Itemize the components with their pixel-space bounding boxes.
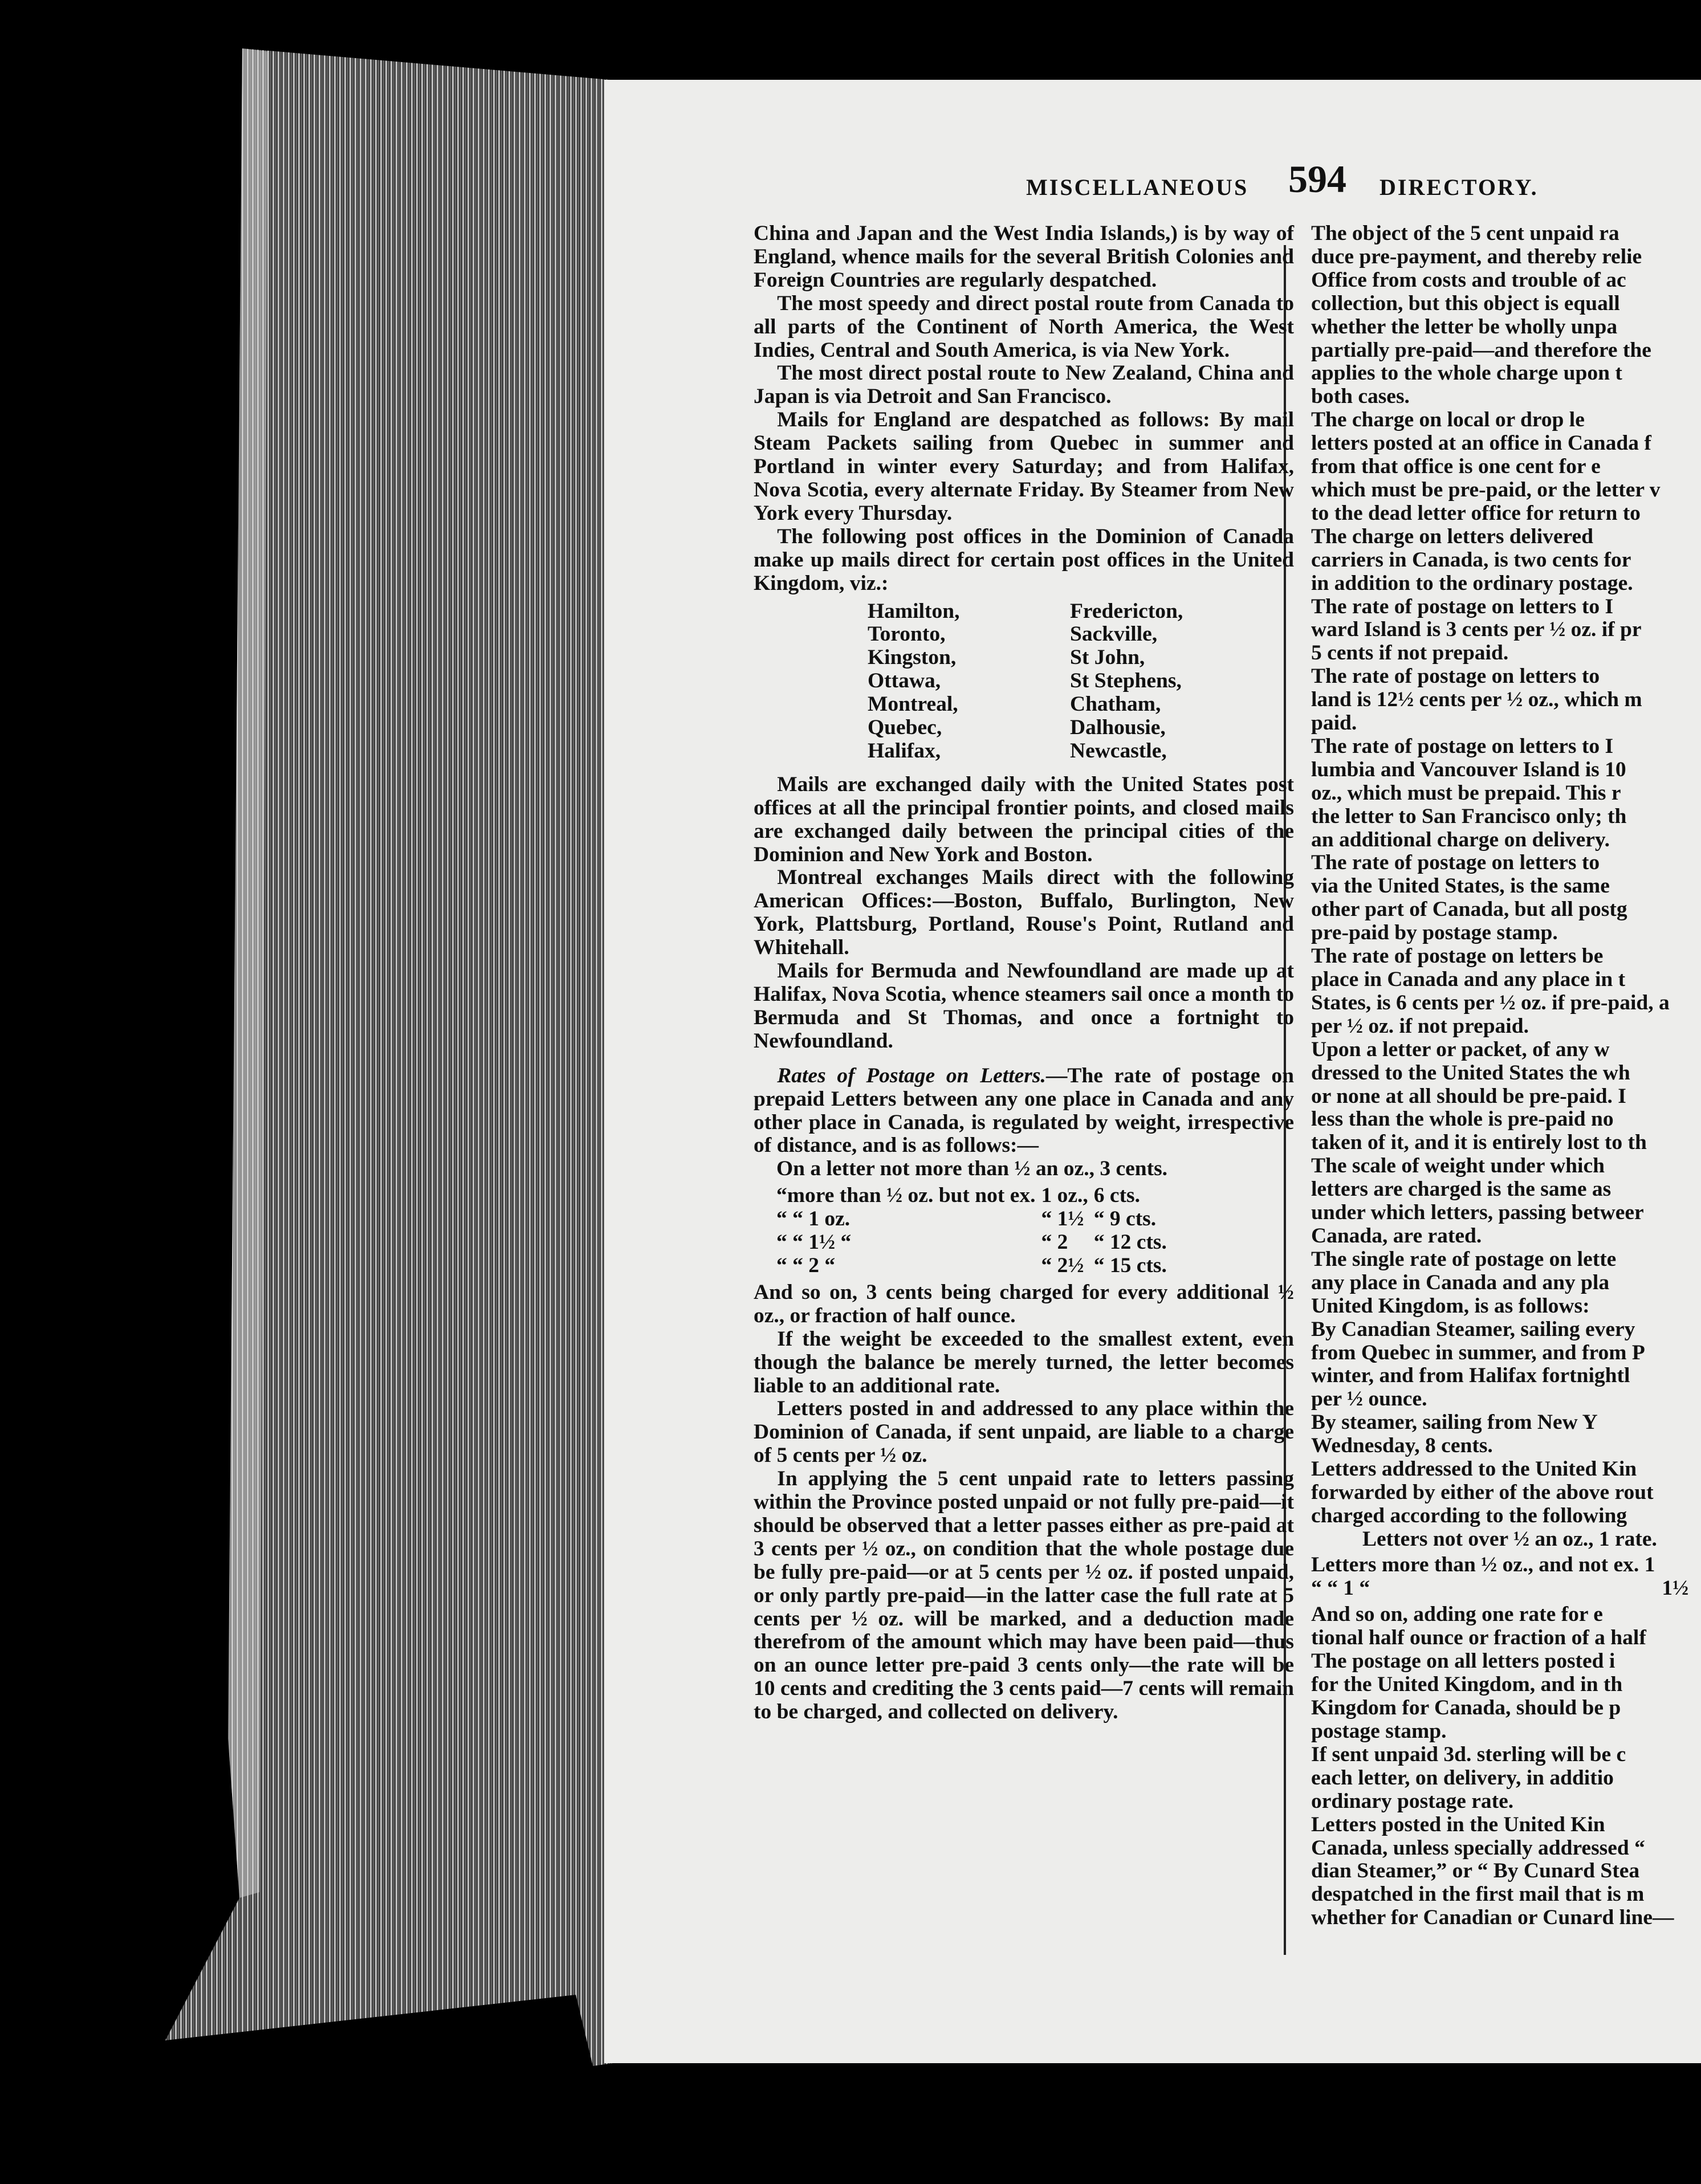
text-line: per ½ ounce. <box>1311 1387 1427 1411</box>
text-line: The rate of postage on letters to I <box>1311 594 1614 618</box>
text-line: the letter to San Francisco only; th <box>1311 804 1627 828</box>
rate-cell: 1 oz., <box>1041 1184 1088 1208</box>
text-line: forwarded by either of the above rout <box>1311 1480 1654 1504</box>
text-line: applies to the whole charge upon t <box>1311 361 1622 385</box>
office-name: Toronto, <box>868 622 946 646</box>
office-name: Hamilton, <box>868 599 960 623</box>
list-item <box>868 646 1183 670</box>
list-item <box>868 670 1183 693</box>
office-name: Montreal, <box>868 692 958 716</box>
text-line: letters posted at an office in Canada f <box>1311 431 1651 455</box>
paragraph: Letters posted in and addressed to any place within the Dominion of Canada, if sent unpaid, are liable to a charge of 5 cents per ½ oz. <box>754 1397 1294 1468</box>
text-line: Upon a letter or packet, of any w <box>1311 1037 1610 1061</box>
list-item <box>868 740 1183 763</box>
uk-rate-table <box>1311 1554 1695 1600</box>
rate-cell: “ 12 cts. <box>1093 1230 1167 1254</box>
table-row <box>1311 1577 1695 1600</box>
office-name: Kingston, <box>868 646 957 670</box>
text-line: The rate of postage on letters to I <box>1311 734 1614 758</box>
rate-cell: “ 2½ <box>1041 1253 1084 1277</box>
paragraph: If the weight be exceeded to the smallest extent, even though the balance be merely turned, the letter becomes liable to an additional rate. <box>754 1327 1294 1397</box>
text-line: charged according to the following <box>1311 1503 1627 1527</box>
list-item <box>868 623 1183 646</box>
text-line: both cases. <box>1311 385 1410 409</box>
text-line: The postage on all letters posted i <box>1311 1649 1615 1673</box>
office-name: Ottawa, <box>868 669 941 693</box>
text-line: By steamer, sailing from New Y <box>1311 1411 1598 1435</box>
paragraph: Mails for England are despatched as follows: By mail Steam Packets sailing from Quebec in summer and Portland in winter every Saturday; and from Halifax, Nova Scotia, every alternate Friday. By Steamer from New York every Thursday. <box>754 408 1294 525</box>
text-line: whether the letter be wholly unpa <box>1311 315 1618 339</box>
office-name: Fredericton, <box>1070 599 1183 623</box>
rate-cell: “ 1½ <box>1041 1207 1084 1231</box>
post-office-list <box>868 600 1183 763</box>
list-item <box>868 600 1183 624</box>
rate-cell: “more than ½ oz. but not ex. <box>776 1184 1036 1208</box>
text-line: carriers in Canada, is two cents for <box>1311 548 1631 572</box>
header-right-word: DIRECTORY. <box>1379 174 1539 200</box>
text-line: The scale of weight under which <box>1311 1154 1605 1178</box>
right-column <box>1311 222 1701 1930</box>
text-line: paid. <box>1311 711 1357 735</box>
office-name: Sackville, <box>1070 622 1158 646</box>
text-line: for the United Kingdom, and in th <box>1311 1673 1623 1697</box>
paragraph: Mails are exchanged daily with the United States post offices at all the principal frontier points, and closed mails are exchanged daily between the principal cities of the Dominion and New York and Boston. <box>754 772 1294 866</box>
text-line: any place in Canada and any pla <box>1311 1270 1610 1294</box>
text-line: ordinary postage rate. <box>1311 1789 1514 1813</box>
text-line: each letter, on delivery, in additio <box>1311 1766 1614 1790</box>
text-line: an additional charge on delivery. <box>1311 828 1610 851</box>
rate-cell: 1½ <box>1662 1576 1689 1600</box>
text-line: from that office is one cent for e <box>1311 455 1601 479</box>
right-column-text <box>1311 222 1701 1528</box>
text-line: The object of the 5 cent unpaid ra <box>1311 222 1619 245</box>
text-line: The rate of postage on letters to <box>1311 665 1600 688</box>
text-line: via the United States, is the same <box>1311 874 1610 898</box>
paragraph: In applying the 5 cent unpaid rate to letters passing within the Province posted unpaid or not fully pre-paid—it should be observed that a letter passes either as pre-paid at 3 cents per ½ oz., on condition that the whole postage due be fully pre-paid—or at 5 cents per ½ oz. if posted unpaid, or only partly pre-paid—in the latter case the full rate at 5 cents per ½ oz. will be marked, and a deduction made therefrom of the amount which may have been paid—thus on an ounce letter pre-paid 3 cents only—the rate will be 10 cents and crediting the 3 cents paid—7 cents will remain to be charged, and collected on delivery. <box>754 1467 1294 1724</box>
text-line: If sent unpaid 3d. sterling will be c <box>1311 1742 1626 1766</box>
paragraph-body: —The rate of postage on prepaid Letters between any one place in Canada and any other place in Canada, is regulated by weight, irrespective of distance, and is as follows:— <box>754 1064 1295 1158</box>
rate-cell: “ “ 1 “ <box>1311 1576 1370 1600</box>
text-line: The single rate of postage on lette <box>1311 1247 1617 1271</box>
text-line: less than the whole is pre-paid no <box>1311 1107 1614 1131</box>
text-line: The charge on local or drop le <box>1311 408 1585 432</box>
text-line: United Kingdom, is as follows: <box>1311 1294 1590 1318</box>
text-line: The rate of postage on letters be <box>1311 944 1604 968</box>
office-name: St Stephens, <box>1070 669 1182 693</box>
text-line: Kingdom for Canada, should be p <box>1311 1696 1621 1720</box>
text-line: duce pre-payment, and thereby relie <box>1311 245 1642 268</box>
text-line: 5 cents if not prepaid. <box>1311 641 1509 665</box>
text-line: dressed to the United States the wh <box>1311 1061 1630 1085</box>
office-name: Newcastle, <box>1070 739 1167 763</box>
left-column <box>754 222 1294 1724</box>
office-name: St John, <box>1070 646 1145 670</box>
text-line: taken of it, and it is entirely lost to th <box>1311 1131 1647 1155</box>
rate-cell: “ “ 1 oz. <box>776 1207 850 1231</box>
right-column-text <box>1311 1603 1701 1930</box>
paragraph: China and Japan and the West India Islands,) is by way of England, whence mails for the several British Colonies and Foreign Countries are regularly despatched. <box>754 222 1294 292</box>
section-heading: Rates of Postage on Letters. <box>777 1064 1046 1087</box>
text-line: The charge on letters delivered <box>1311 524 1594 548</box>
rate-cell: “ 9 cts. <box>1093 1207 1157 1231</box>
text-line: collection, but this object is equall <box>1311 291 1620 315</box>
text-line: pre-paid by postage stamp. <box>1311 921 1558 945</box>
table-row <box>776 1208 1173 1231</box>
text-line: dian Steamer,” or “ By Cunard Stea <box>1311 1859 1640 1883</box>
rate-cell: “ “ 2 “ <box>776 1253 836 1277</box>
text-line: letters are charged is the same as <box>1311 1177 1612 1201</box>
rate-cell: “ 15 cts. <box>1093 1253 1167 1277</box>
text-line: lumbia and Vancouver Island is 10 <box>1311 757 1626 781</box>
text-line: per ½ oz. if not prepaid. <box>1311 1014 1529 1038</box>
paragraph: Montreal exchanges Mails direct with the following American Offices:—Boston, Buffalo, Burlington, New York, Plattsburg, Portland, Rouse's Point, Rutland and Whitehall. <box>754 866 1294 960</box>
text-line: winter, and from Halifax fortnightl <box>1311 1364 1630 1388</box>
rate-cell: “ “ 1½ “ <box>776 1230 852 1254</box>
paragraph: The most speedy and direct postal route from Canada to all parts of the Continent of North America, the West Indies, Central and South America, is via New York. <box>754 291 1294 362</box>
text-line: in addition to the ordinary postage. <box>1311 571 1633 595</box>
list-item <box>868 693 1183 716</box>
text-line: Office from costs and trouble of ac <box>1311 268 1626 292</box>
header-left-word: MISCELLANEOUS <box>1026 174 1249 200</box>
text-line: The rate of postage on letters to <box>1311 851 1600 875</box>
text-line: tional half ounce or fraction of a half <box>1311 1626 1646 1650</box>
text-line: from Quebec in summer, and from P <box>1311 1340 1645 1364</box>
table-row <box>1311 1554 1695 1577</box>
rate-cell: 6 cts. <box>1093 1184 1141 1208</box>
page-number: 594 <box>1288 157 1346 201</box>
paragraph <box>754 1065 1294 1158</box>
rate-cell: “ 2 <box>1041 1230 1068 1254</box>
text-line: States, is 6 cents per ½ oz. if pre-paid, a <box>1311 991 1670 1014</box>
office-name: Dalhousie, <box>1070 716 1166 740</box>
text-line: other part of Canada, but all postg <box>1311 898 1627 922</box>
text-line: Letters addressed to the United Kin <box>1311 1457 1637 1481</box>
text-line: ward Island is 3 cents per ½ oz. if pr <box>1311 618 1642 642</box>
table-row <box>776 1231 1173 1254</box>
text-line: partially pre-paid—and therefore the <box>1311 338 1651 362</box>
text-line: despatched in the first mail that is m <box>1311 1883 1645 1906</box>
text-line: By Canadian Steamer, sailing every <box>1311 1317 1635 1341</box>
text-line: Letters posted in the United Kin <box>1311 1812 1605 1836</box>
postage-rate-table <box>776 1184 1173 1278</box>
text-line: whether for Canadian or Cunard line— <box>1311 1906 1674 1930</box>
text-line: to the dead letter office for return to <box>1311 501 1641 525</box>
text-line: And so on, adding one rate for e <box>1311 1603 1603 1627</box>
text-line: which must be pre-paid, or the letter v <box>1311 478 1661 502</box>
text-line: place in Canada and any place in t <box>1311 968 1626 991</box>
paragraph: And so on, 3 cents being charged for every additional ½ oz., or fraction of half ounce. <box>754 1280 1294 1327</box>
rate-line: Letters not over ½ an oz., 1 rate. <box>1362 1527 1657 1551</box>
office-name: Quebec, <box>868 716 942 740</box>
paragraph: The most direct postal route to New Zealand, China and Japan is via Detroit and San Francisco. <box>754 361 1294 409</box>
rate-cell <box>1662 1554 1695 1577</box>
list-item <box>868 716 1183 740</box>
text-line: Canada, are rated. <box>1311 1224 1482 1248</box>
text-line: land is 12½ cents per ½ oz., which m <box>1311 688 1642 712</box>
text-line: or none at all should be pre-paid. I <box>1311 1084 1626 1108</box>
running-head <box>1026 157 1701 208</box>
rate-line: On a letter not more than ½ an oz., 3 cents. <box>776 1157 1168 1181</box>
book-page <box>604 80 1701 2063</box>
text-line: postage stamp. <box>1311 1720 1447 1743</box>
text-line: oz., which must be prepaid. This r <box>1311 781 1621 805</box>
office-name: Halifax, <box>868 739 941 763</box>
table-row <box>776 1184 1173 1208</box>
paragraph: The following post offices in the Dominion of Canada make up mails direct for certain post offices in the United Kingdom, viz.: <box>754 524 1294 595</box>
text-line: Wednesday, 8 cents. <box>1311 1434 1493 1458</box>
office-name: Chatham, <box>1070 692 1161 716</box>
paragraph: Mails for Bermuda and Newfoundland are made up at Halifax, Nova Scotia, whence steamers sail once a month to Bermuda and St Thomas, and once a fortnight to Newfoundland. <box>754 959 1294 1053</box>
rate-cell: Letters more than ½ oz., and not ex. 1 <box>1311 1553 1655 1576</box>
text-line: Canada, unless specially addressed “ <box>1311 1836 1645 1860</box>
text-line: under which letters, passing betweer <box>1311 1201 1644 1225</box>
table-row <box>776 1254 1173 1278</box>
